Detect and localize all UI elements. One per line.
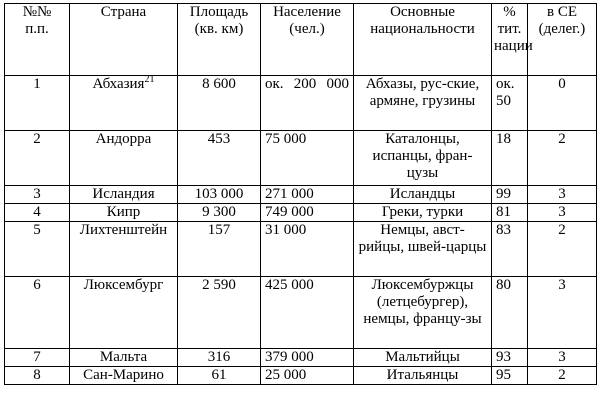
- cell-percent-text: 18: [496, 131, 511, 147]
- cell-country-text: Люксембург: [83, 277, 164, 293]
- cell-num: [5, 277, 70, 349]
- cell-num: [5, 349, 70, 367]
- table-row: [5, 367, 597, 385]
- cell-percent: [492, 76, 528, 131]
- cell-country: [70, 367, 178, 385]
- cell-country: [70, 222, 178, 277]
- cell-percent-text: 93: [496, 349, 511, 365]
- cell-num: [5, 76, 70, 131]
- cell-area: [178, 204, 261, 222]
- cell-population-text: 425 000: [265, 277, 314, 293]
- cell-area: [178, 277, 261, 349]
- cell-percent: [492, 186, 528, 204]
- cell-num: [5, 204, 70, 222]
- cell-country: [70, 186, 178, 204]
- cell-nationalities-text: Исландцы: [389, 186, 456, 202]
- cell-population-text: 25 000: [265, 367, 307, 383]
- cell-population-text: 31 000: [265, 222, 307, 238]
- cell-nationalities-text: Абхазы, рус-ские, армяне, грузины: [365, 76, 480, 109]
- cell-area-text: 2 590: [202, 277, 236, 293]
- cell-area-text: 157: [207, 222, 231, 238]
- cell-population-text: 379 000: [265, 349, 314, 365]
- table-row: [5, 204, 597, 222]
- cell-ce-text: 2: [558, 222, 566, 238]
- cell-area: [178, 349, 261, 367]
- cell-nationalities: [354, 186, 492, 204]
- cell-nationalities-text: Немцы, авст-рийцы, швей-царцы: [358, 222, 487, 255]
- cell-percent-text: ок. 50: [496, 76, 515, 109]
- cell-ce-text: 3: [558, 204, 566, 220]
- cell-population: [261, 76, 354, 131]
- cell-ce: [528, 222, 597, 277]
- cell-population: [261, 367, 354, 385]
- cell-country: [70, 277, 178, 349]
- cell-nationalities: [354, 367, 492, 385]
- cell-area-text: 61: [211, 367, 227, 383]
- cell-country-text: Сан-Марино: [83, 367, 164, 383]
- table-row: [5, 76, 597, 131]
- cell-ce: [528, 349, 597, 367]
- cell-num-text: 5: [33, 222, 41, 238]
- footnote-marker[interactable]: 21: [144, 74, 155, 85]
- cell-nationalities-text: Греки, турки: [381, 204, 464, 220]
- cell-area-text: 9 300: [202, 204, 236, 220]
- cell-country-text: Андорра: [95, 131, 152, 147]
- cell-percent-text: 83: [496, 222, 511, 238]
- table-row: [5, 131, 597, 186]
- cell-population: [261, 204, 354, 222]
- cell-nationalities: [354, 131, 492, 186]
- header-country: Страна: [70, 4, 178, 76]
- cell-num-text: 7: [33, 349, 41, 365]
- cell-nationalities: [354, 76, 492, 131]
- cell-ce: [528, 76, 597, 131]
- cell-country-text: Исландия: [92, 186, 155, 202]
- cell-country: [70, 131, 178, 186]
- cell-num: [5, 186, 70, 204]
- cell-percent-text: 99: [496, 186, 511, 202]
- header-ce: в СЕ (делег.): [528, 4, 597, 76]
- cell-country-text: Мальта: [99, 349, 148, 365]
- cell-country-text: Лихтенштейн: [79, 222, 168, 238]
- cell-population: [261, 222, 354, 277]
- cell-num: [5, 222, 70, 277]
- cell-area: [178, 367, 261, 385]
- header-nationalities: Основные национальности: [354, 4, 492, 76]
- cell-population: [261, 186, 354, 204]
- cell-nationalities-text: Каталонцы, испанцы, фран-цузы: [372, 131, 473, 181]
- cell-ce: [528, 131, 597, 186]
- cell-population: [261, 131, 354, 186]
- cell-ce-text: 2: [558, 367, 566, 383]
- cell-area-text: 316: [207, 349, 231, 365]
- cell-num: [5, 367, 70, 385]
- cell-ce-text: 3: [558, 186, 566, 202]
- cell-ce-text: 3: [558, 349, 566, 365]
- cell-area-text: 8 600: [202, 76, 236, 92]
- cell-percent: [492, 131, 528, 186]
- cell-ce-text: 0: [558, 76, 566, 92]
- cell-percent-text: 95: [496, 367, 511, 383]
- cell-country-text: Абхазия: [92, 76, 145, 92]
- table-row: [5, 277, 597, 349]
- cell-num-text: 2: [33, 131, 41, 147]
- cell-percent-text: 81: [496, 204, 511, 220]
- cell-percent: [492, 222, 528, 277]
- cell-area: [178, 222, 261, 277]
- header-num: №№ п.п.: [5, 4, 70, 76]
- cell-num-text: 3: [33, 186, 41, 202]
- cell-country-text: Кипр: [106, 204, 141, 220]
- cell-ce-text: 3: [558, 277, 566, 293]
- cell-percent: [492, 277, 528, 349]
- cell-area-text: 103 000: [194, 186, 244, 202]
- cell-ce: [528, 204, 597, 222]
- cell-num-text: 1: [33, 76, 41, 92]
- cell-population: [261, 277, 354, 349]
- table-row: [5, 222, 597, 277]
- cell-nationalities: [354, 204, 492, 222]
- cell-num-text: 8: [33, 367, 41, 383]
- cell-nationalities-text: Мальтийцы: [385, 349, 460, 365]
- cell-area: [178, 186, 261, 204]
- header-population: Население (чел.): [261, 4, 354, 76]
- cell-ce: [528, 367, 597, 385]
- cell-country: [70, 204, 178, 222]
- cell-num: [5, 131, 70, 186]
- cell-population-text: ок. 200 000: [265, 76, 349, 92]
- cell-nationalities: [354, 349, 492, 367]
- cell-ce: [528, 277, 597, 349]
- cell-nationalities: [354, 277, 492, 349]
- cell-ce-text: 2: [558, 131, 566, 147]
- header-row: [5, 4, 597, 76]
- cell-area: [178, 131, 261, 186]
- cell-percent-text: 80: [496, 277, 511, 293]
- cell-num-text: 4: [33, 204, 41, 220]
- cell-percent: [492, 367, 528, 385]
- cell-nationalities-text: Люксембуржцы (летцебургер), немцы, францу-зы: [363, 277, 482, 327]
- countries-table: [4, 3, 597, 385]
- header-percent: % тит. нации: [492, 4, 528, 76]
- cell-percent: [492, 204, 528, 222]
- cell-percent: [492, 349, 528, 367]
- cell-area: [178, 76, 261, 131]
- table-row: [5, 186, 597, 204]
- cell-population-text: 749 000: [265, 204, 314, 220]
- cell-country: [70, 76, 178, 131]
- cell-population: [261, 349, 354, 367]
- cell-num-text: 6: [33, 277, 41, 293]
- table-row: [5, 349, 597, 367]
- header-area: Площадь (кв. км): [178, 4, 261, 76]
- cell-country: [70, 349, 178, 367]
- cell-ce: [528, 186, 597, 204]
- cell-population-text: 75 000: [265, 131, 307, 147]
- cell-area-text: 453: [207, 131, 231, 147]
- cell-population-text: 271 000: [265, 186, 314, 202]
- cell-nationalities-text: Итальянцы: [386, 367, 459, 383]
- cell-nationalities: [354, 222, 492, 277]
